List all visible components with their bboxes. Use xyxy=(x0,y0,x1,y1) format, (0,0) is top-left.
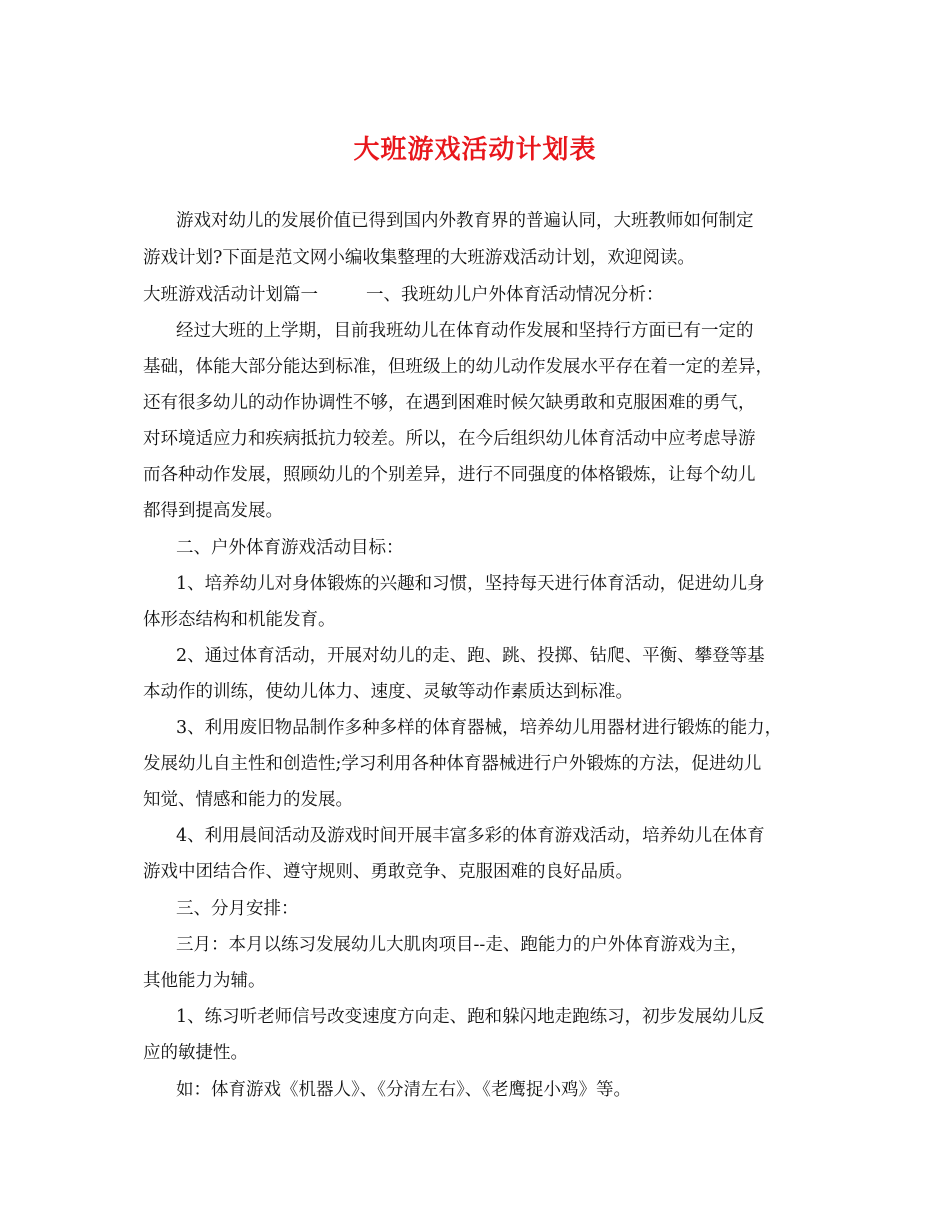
subsection-heading: 三、分月安排： xyxy=(176,899,299,919)
paragraph-line: 知觉、情感和能力的发展。 xyxy=(143,790,353,810)
paragraph-line: 发展幼儿自主性和创造性;学习利用各种体育器械进行户外锻炼的方法，促进幼儿 xyxy=(143,754,762,774)
paragraph-line: 而各种动作发展，照顾幼儿的个别差异，进行不同强度的体格锻炼，让每个幼儿 xyxy=(143,465,756,485)
document-title: 大班游戏活动计划表 xyxy=(353,135,597,165)
paragraph-line: 2、通过体育活动，开展对幼儿的走、跑、跳、投掷、钻爬、平衡、攀登等基 xyxy=(176,646,765,666)
paragraph-line: 体形态结构和机能发育。 xyxy=(143,610,336,630)
paragraph-line: 经过大班的上学期，目前我班幼儿在体育动作发展和坚持行方面已有一定的 xyxy=(176,321,754,341)
paragraph-line: 3、利用废旧物品制作多种多样的体育器械，培养幼儿用器材进行锻炼的能力， xyxy=(176,718,783,738)
section-heading: 大班游戏活动计划篇一 xyxy=(143,285,318,305)
paragraph-line: 如：体育游戏《机器人》、《分清左右》、《老鹰捉小鸡》等。 xyxy=(176,1080,631,1100)
subsection-heading: 一、我班幼儿户外体育活动情况分析： xyxy=(366,285,664,305)
section-heading-line xyxy=(143,283,664,307)
paragraph-line: 三月：本月以练习发展幼儿大肌肉项目--走、跑能力的户外体育游戏为主， xyxy=(176,935,748,955)
paragraph-line: 游戏中团结合作、遵守规则、勇敢竞争、克服困难的良好品质。 xyxy=(143,862,633,882)
paragraph-line: 本动作的训练，使幼儿体力、速度、灵敏等动作素质达到标准。 xyxy=(143,682,633,702)
paragraph-line: 基础，体能大部分能达到标准，但班级上的幼儿动作发展水平存在着一定的差异， xyxy=(143,357,773,377)
paragraph-line: 游戏计划?下面是范文网小编收集整理的大班游戏活动计划，欢迎阅读。 xyxy=(143,248,695,268)
paragraph-line: 1、练习听老师信号改变速度方向走、跑和躲闪地走跑练习，初步发展幼儿反 xyxy=(176,1007,765,1027)
paragraph-line: 1、培养幼儿对身体锻炼的兴趣和习惯，坚持每天进行体育活动，促进幼儿身 xyxy=(176,574,765,594)
paragraph-line: 应的敏捷性。 xyxy=(143,1043,248,1063)
paragraph-line: 4、利用晨间活动及游戏时间开展丰富多彩的体育游戏活动，培养幼儿在体育 xyxy=(176,826,765,846)
paragraph-line: 还有很多幼儿的动作协调性不够，在遇到困难时候欠缺勇敢和克服困难的勇气， xyxy=(143,393,756,413)
paragraph-line: 其他能力为辅。 xyxy=(143,971,266,991)
paragraph-line: 都得到提高发展。 xyxy=(143,501,283,521)
subsection-heading: 二、户外体育游戏活动目标： xyxy=(176,538,404,558)
paragraph-line: 对环境适应力和疾病抵抗力较差。所以，在今后组织幼儿体育活动中应考虑导游 xyxy=(143,429,756,449)
paragraph-line: 游戏对幼儿的发展价值已得到国内外教育界的普遍认同，大班教师如何制定 xyxy=(176,211,754,231)
